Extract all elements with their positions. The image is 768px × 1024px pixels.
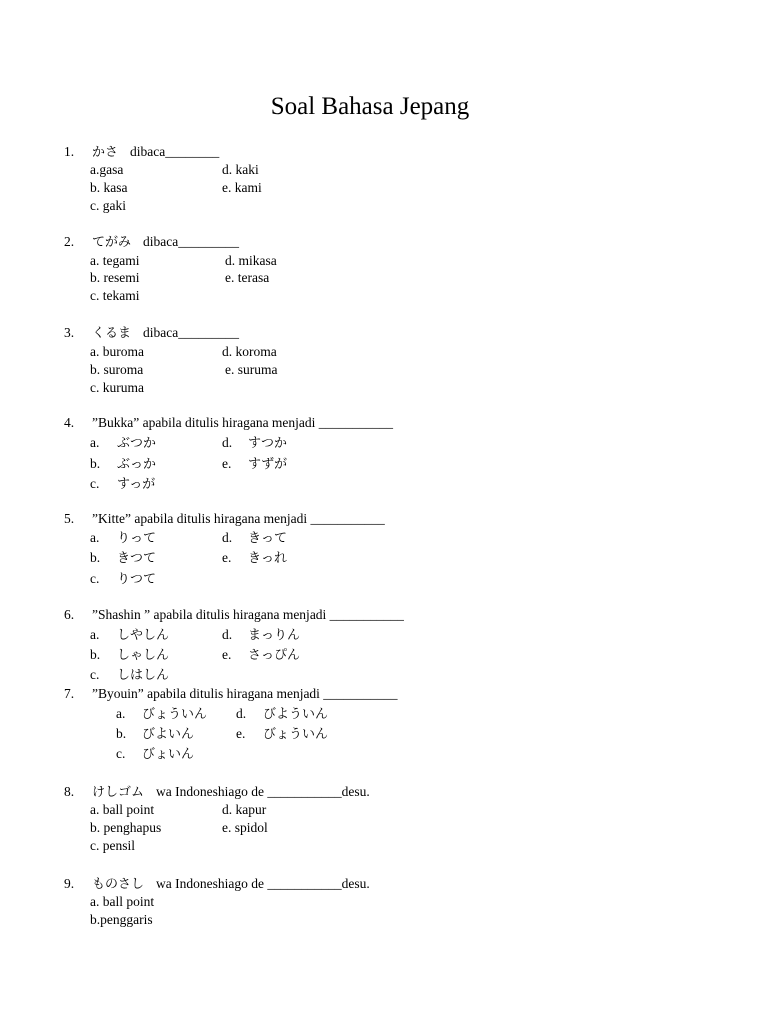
option-text: びよういん [263,707,329,722]
option-letter: d. [222,627,233,642]
question-number: 8. [64,784,75,799]
option-e [222,549,287,567]
option-text: びょういん [263,727,329,742]
option-letter: d. [236,706,247,721]
option-e: e. terasa [225,270,270,285]
option-text: きつて [117,551,157,566]
option-letter: b. [116,726,127,741]
question-number: 4. [64,415,75,430]
option-d: d. koroma [222,344,277,359]
prompt-japanese: けしゴム [92,785,145,800]
option-b: b. penghapus [90,820,162,835]
option-c: c. kuruma [90,380,144,395]
question-number: 7. [64,686,75,701]
option-c [90,475,155,493]
option-b: b.penggaris [90,912,153,927]
option-a [116,705,207,723]
option-text: びょういん [142,707,208,722]
option-e: e. kami [222,180,262,195]
option-text: きっれ [248,551,288,566]
question-prompt [64,875,370,893]
question-number: 9. [64,876,75,891]
option-d [236,705,328,723]
option-letter: d. [222,435,233,450]
option-d [222,529,287,547]
option-letter: b. [90,456,101,471]
option-e [236,725,328,743]
option-d: d. mikasa [225,253,277,268]
question-prompt [64,414,393,432]
option-text: びょいん [142,747,195,762]
prompt-japanese: ものさし [92,877,145,892]
option-a [90,434,156,452]
option-letter: a. [116,706,126,721]
option-text: すつか [248,436,288,451]
option-a: a. ball point [90,802,155,817]
prompt-text: dibaca_________ [143,325,239,340]
option-b [90,455,156,473]
option-b [116,725,194,743]
option-letter: c. [90,667,100,682]
option-letter: e. [222,456,232,471]
option-letter: a. [90,530,100,545]
option-a: a. buroma [90,344,144,359]
option-a: a.gasa [90,162,124,177]
option-letter: c. [90,571,100,586]
option-text: りって [117,531,157,546]
question-number: 5. [64,511,75,526]
option-c [116,745,194,763]
option-letter: e. [236,726,246,741]
option-letter: e. [222,550,232,565]
option-text: すずが [248,457,288,472]
option-letter: d. [222,530,233,545]
question-number: 1. [64,144,75,159]
option-text: さっぴん [248,648,301,663]
prompt-text: wa Indoneshiago de ___________desu. [156,784,370,799]
option-c: c. pensil [90,838,135,853]
question-prompt [64,606,404,624]
prompt-text: ”Byouin” apabila ditulis hiragana menjadi ___________ [92,686,398,701]
prompt-text: ”Shashin ” apabila ditulis hiragana menjadi ___________ [92,607,404,622]
option-letter: a. [90,435,100,450]
option-d [222,626,300,644]
option-b [90,549,156,567]
option-text: きって [248,531,288,546]
option-text: しやしん [117,628,170,643]
option-text: まっりん [248,628,301,643]
option-e [222,646,300,664]
option-text: ぶっか [117,457,157,472]
prompt-japanese: かさ [92,145,119,160]
option-letter: b. [90,550,101,565]
prompt-text: dibaca________ [130,144,220,159]
prompt-text: wa Indoneshiago de ___________desu. [156,876,370,891]
question-prompt [64,685,398,703]
option-e: e. spidol [222,820,268,835]
question-number: 3. [64,325,75,340]
option-text: しはしん [117,668,170,683]
prompt-japanese: てがみ [92,235,132,250]
prompt-text: ”Bukka” apabila ditulis hiragana menjadi ___________ [92,415,394,430]
document-title: Soal Bahasa Jepang [270,93,470,120]
option-b [90,646,169,664]
prompt-text: dibaca_________ [143,234,239,249]
option-c: c. tekami [90,288,140,303]
question-prompt [64,143,219,161]
option-letter: a. [90,627,100,642]
option-b: b. kasa [90,180,128,195]
option-letter: c. [90,476,100,491]
option-d [222,434,287,452]
option-c [90,666,169,684]
option-b: b. resemi [90,270,140,285]
option-text: すっが [117,477,156,492]
option-letter: b. [90,647,101,662]
option-c: c. gaki [90,198,126,213]
prompt-text: ”Kitte” apabila ditulis hiragana menjadi ___________ [92,511,385,526]
question-number: 2. [64,234,75,249]
option-text: しゃしん [117,648,170,663]
option-letter: e. [222,647,232,662]
option-a [90,626,169,644]
question-prompt [64,783,370,801]
option-e: e. suruma [225,362,278,377]
option-b: b. suroma [90,362,144,377]
option-a: a. ball point [90,894,155,909]
question-prompt [64,233,239,251]
question-number: 6. [64,607,75,622]
option-c [90,570,156,588]
option-letter: c. [116,746,126,761]
option-a [90,529,156,547]
question-prompt [64,324,239,342]
prompt-japanese: くるま [92,326,132,341]
option-text: りつて [117,572,157,587]
option-text: びよいん [142,727,195,742]
question-prompt [64,510,385,528]
option-d: d. kapur [222,802,267,817]
option-text: ぶつか [117,436,157,451]
option-d: d. kaki [222,162,259,177]
option-e [222,455,287,473]
option-a: a. tegami [90,253,140,268]
